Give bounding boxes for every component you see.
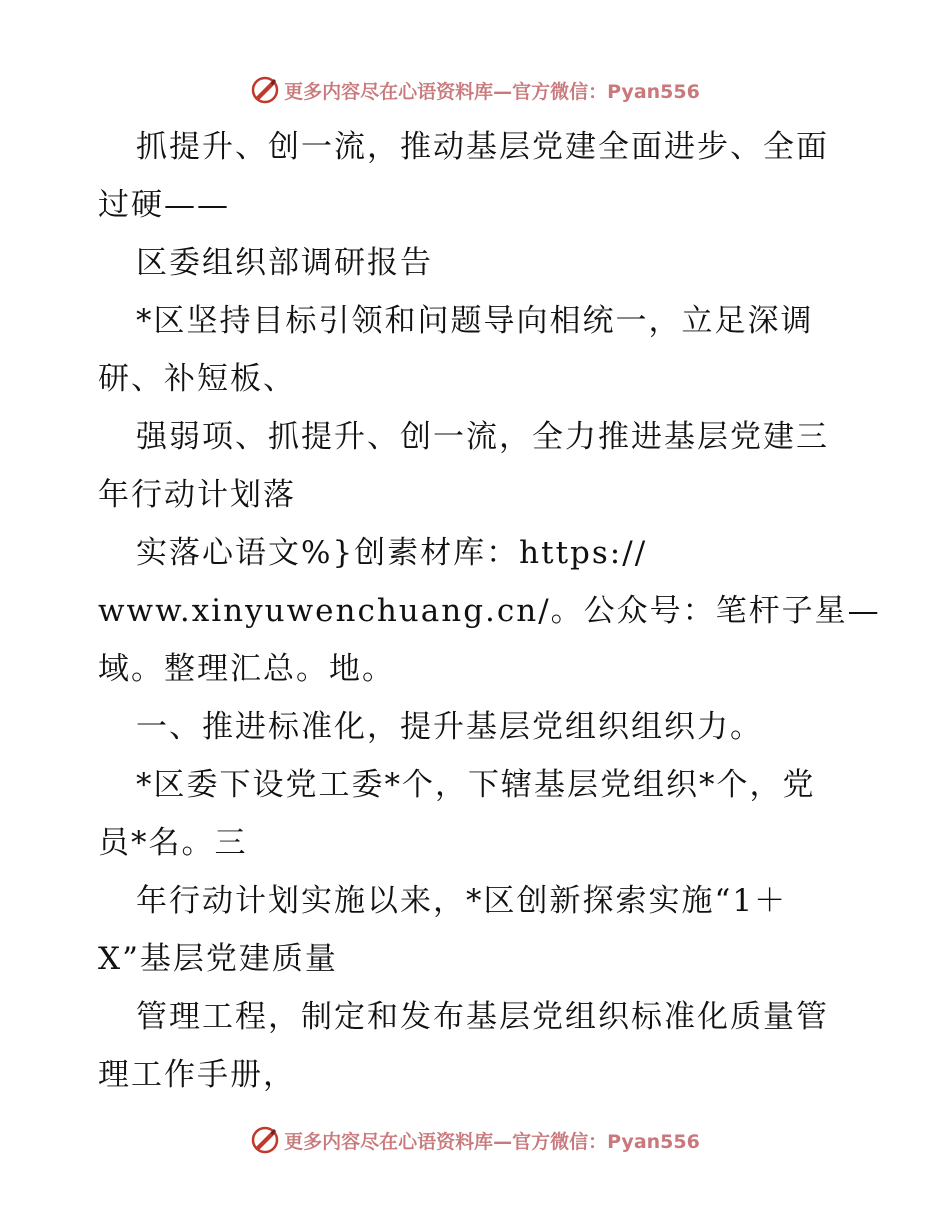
pen-logo-icon: [250, 75, 280, 105]
text-line: 实落心语文%}创素材库：https://: [136, 535, 648, 571]
text-line: 强弱项、抓提升、创一流，全力推进基层党建三: [136, 419, 829, 455]
text-line: 年行动计划落: [98, 477, 296, 513]
report-title: 区委组织部调研报告: [136, 245, 433, 281]
watermark-text: 更多内容尽在心语资料库—官方微信：Pyan556: [284, 80, 700, 103]
text-line: 过硬——: [98, 187, 230, 223]
document-body: [98, 118, 881, 1104]
text-line: 管理工程，制定和发布基层党组织标准化质量管: [136, 999, 829, 1035]
text-line: *区委下设党工委*个，下辖基层党组织*个，党: [136, 767, 816, 803]
text-line: 抓提升、创一流，推动基层党建全面进步、全面: [136, 129, 829, 165]
text-line: 年行动计划实施以来，*区创新探索实施“1＋: [136, 883, 788, 919]
section-heading: 一、推进标准化，提升基层党组织组织力。: [136, 709, 763, 745]
text-line: 员*名。三: [98, 825, 248, 861]
header-watermark: [0, 72, 950, 108]
text-line: 研、补短板、: [98, 361, 296, 397]
text-line: 域。整理汇总。地。: [98, 651, 395, 687]
pen-logo-icon: [250, 1125, 280, 1155]
text-line: X”基层党建质量: [98, 941, 338, 977]
text-line: 理工作手册，: [98, 1057, 296, 1093]
footer-watermark: [0, 1122, 950, 1158]
text-line: *区坚持目标引领和问题导向相统一，立足深调: [136, 303, 814, 339]
text-line: www.xinyuwenchuang.cn/。公众号：笔杆子星—: [98, 593, 881, 629]
watermark-text: 更多内容尽在心语资料库—官方微信：Pyan556: [284, 1130, 700, 1153]
